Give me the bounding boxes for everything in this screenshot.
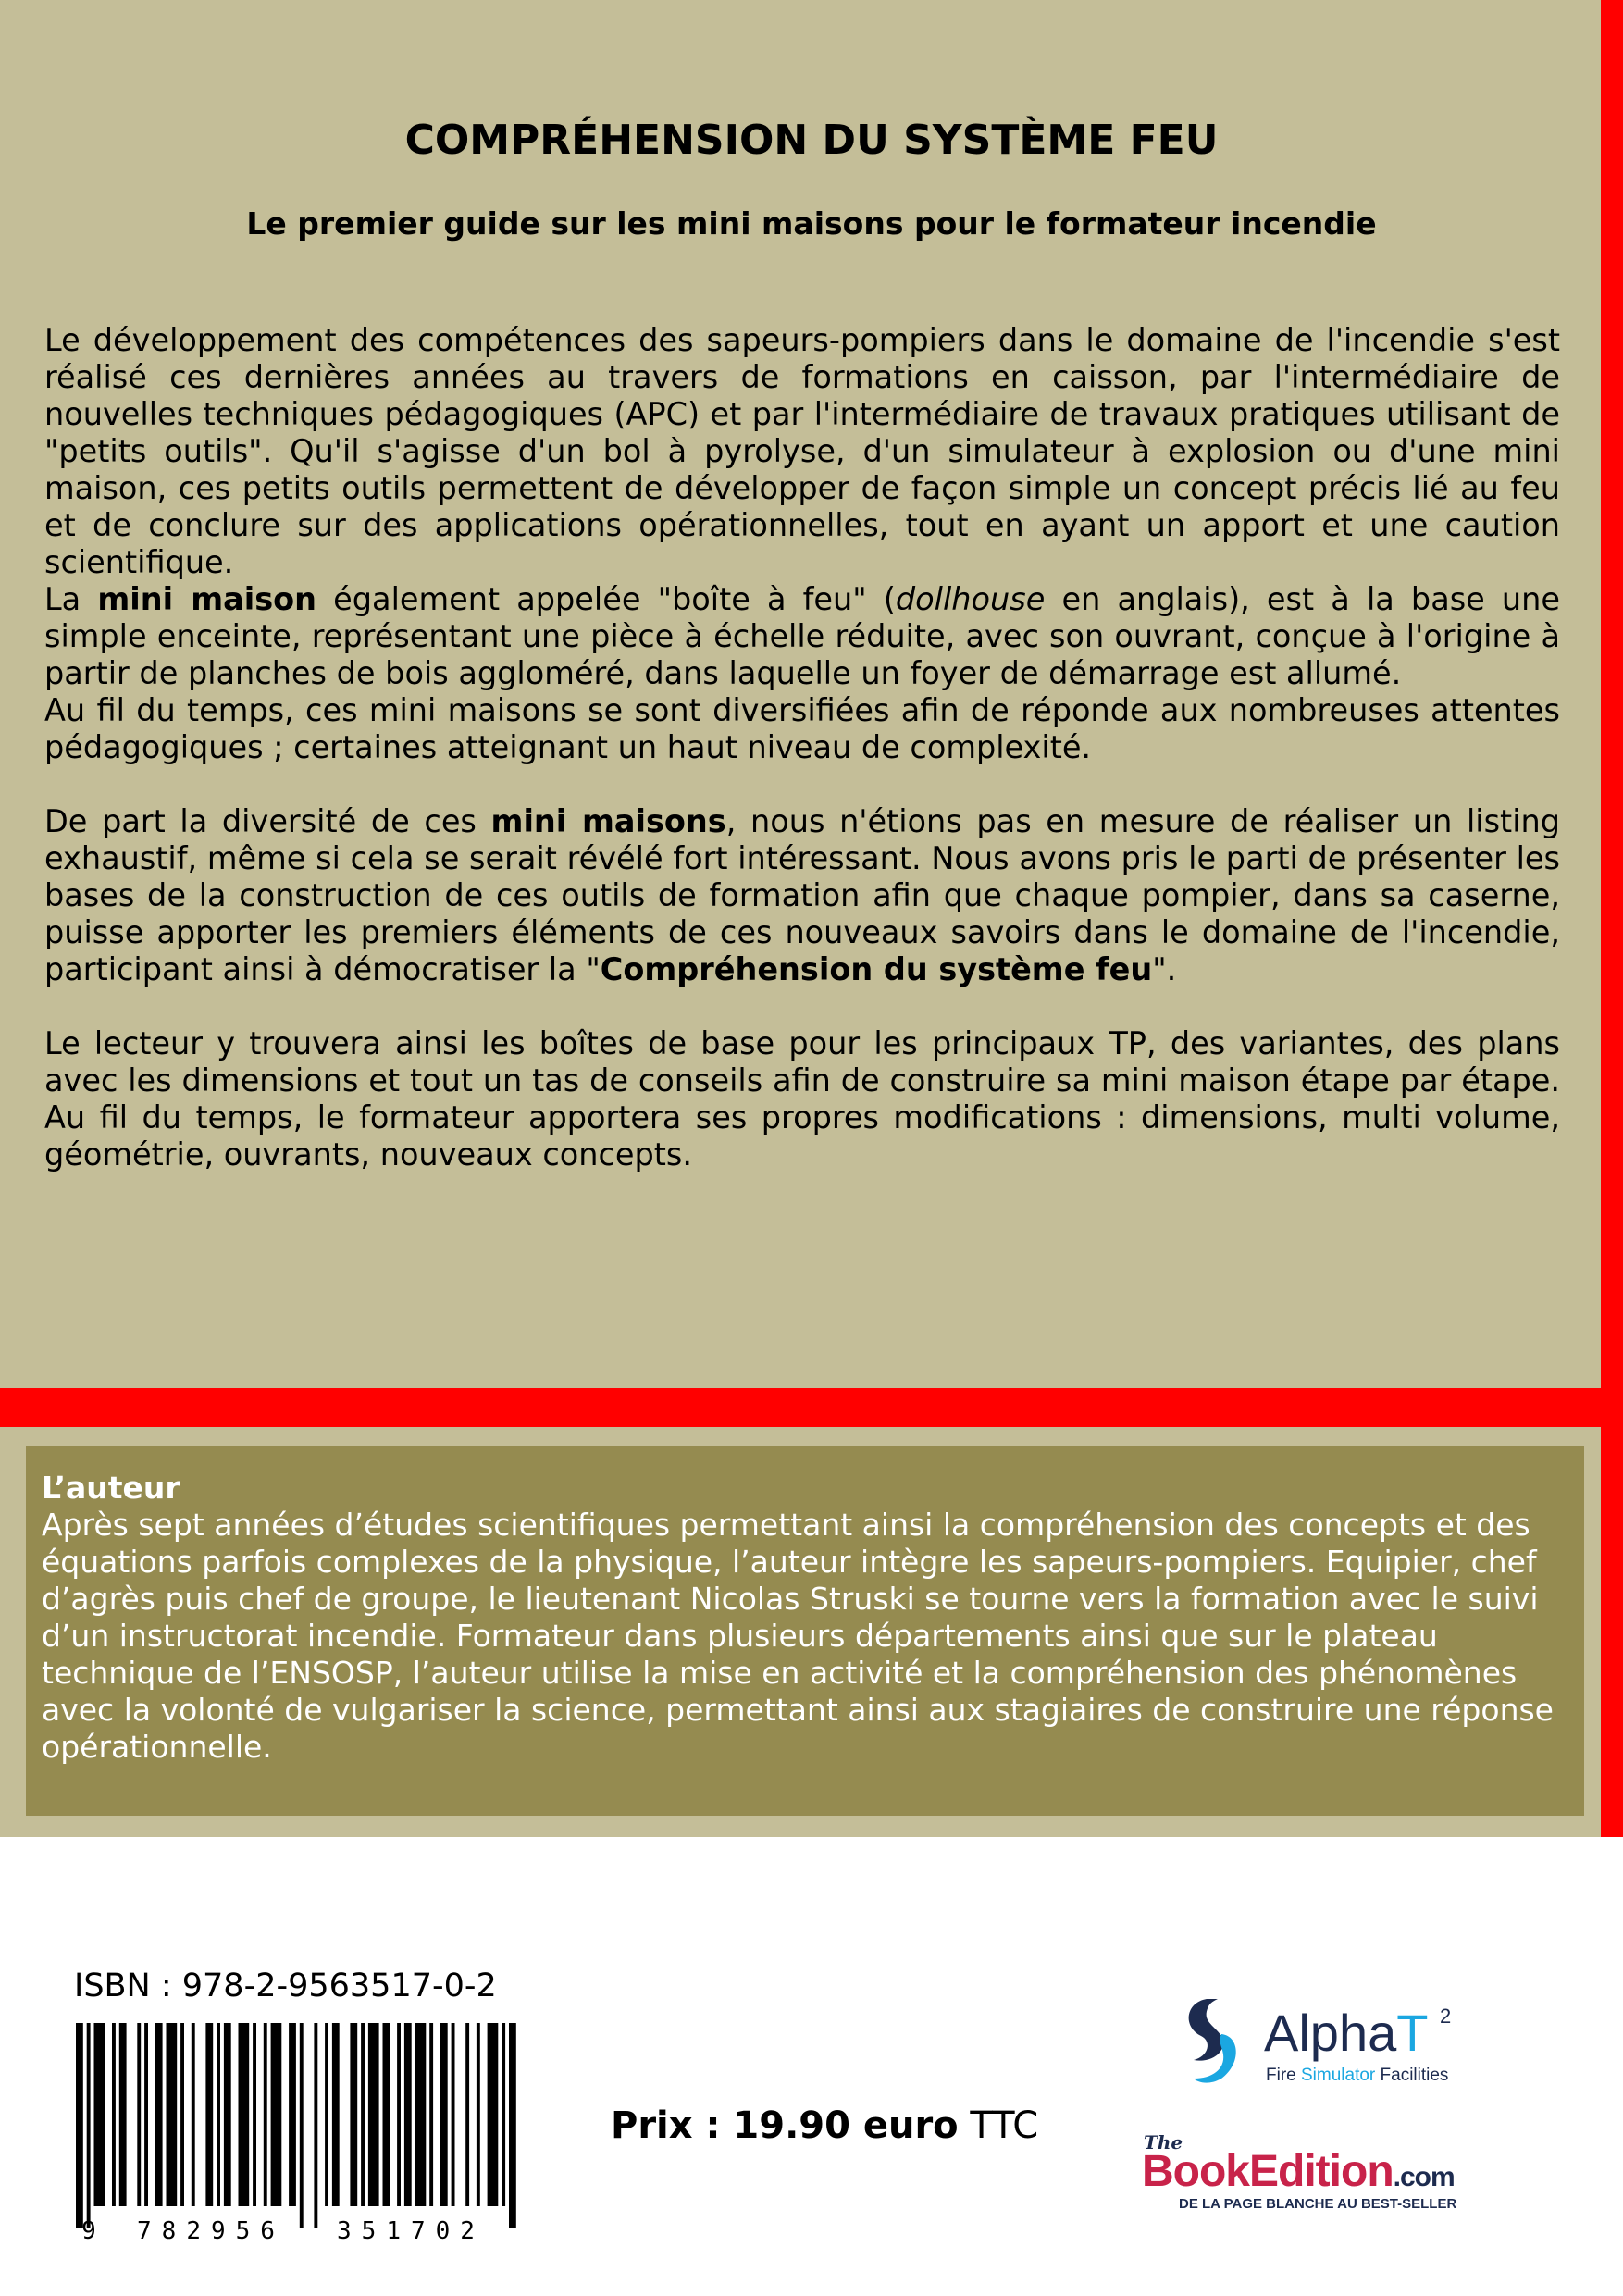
barcode-bar (332, 2023, 340, 2206)
back-cover-summary (44, 322, 1560, 1173)
summary-paragraph-2: La mini maison également appelée "boîte à feu" (dollhouse en anglais), est à la base une simple enceinte, représentant une pièce à échelle réduite, avec son ouvrant, conçue à l'origine à partir de planches de bois aggloméré, dans laquelle un foyer de démarrage est allumé. (44, 581, 1561, 691)
barcode-bar (192, 2023, 195, 2206)
barcode-bar (253, 2023, 256, 2206)
barcode-bar (383, 2023, 390, 2206)
book-subtitle: Le premier guide sur les mini maisons pour le formateur incendie (246, 205, 1377, 242)
barcode-bar (440, 2023, 448, 2206)
red-divider-band (0, 1388, 1601, 1427)
alphat-swirl-icon (1189, 1999, 1223, 2061)
barcode-bar (325, 2023, 328, 2206)
barcode-bar (415, 2023, 427, 2206)
barcode-bar (300, 2023, 304, 2228)
barcode-bar (452, 2023, 455, 2206)
barcode-bar (264, 2023, 267, 2206)
barcode-digits-left: 782956 (137, 2217, 285, 2245)
barcode-bar (397, 2023, 401, 2206)
isbn-barcode (76, 2023, 520, 2245)
barcode-bar (144, 2023, 148, 2206)
barcode-bar (167, 2023, 178, 2206)
barcode-bar (224, 2023, 231, 2206)
svg-text:The: The (1144, 2131, 1183, 2153)
barcode-bar (112, 2023, 116, 2206)
barcode-bar (271, 2023, 282, 2206)
barcode-bar (368, 2023, 379, 2206)
barcode-bar (502, 2023, 505, 2206)
barcode-bar (94, 2023, 105, 2206)
barcode-bar (87, 2023, 91, 2228)
barcode-bar (205, 2023, 213, 2206)
barcode-bar (217, 2023, 220, 2206)
svg-text:AlphaT: AlphaT (1264, 2004, 1429, 2062)
alphat-logo (1181, 1990, 1477, 2091)
summary-paragraph-4: De part la diversité de ces mini maisons, nous n'étions pas en mesure de réaliser un listing exhaustif, même si cela se serait révélé fort intéressant. Nous avons pris le parti de présenter les bases de la construction de ces outils de formation afin que chaque pompier, dans sa caserne, puisse apporter les premiers éléments de ces nouveaux savoirs dans le domaine de l'incendie, participant ainsi à démocratiser la "Compréhension du système feu". (44, 803, 1560, 987)
summary-paragraph-5: Le lecteur y trouvera ainsi les boîtes de base pour les principaux TP, des variantes, des plans avec les dimensions et tout un tas de conseils afin de construire sa mini maison étape par étape. Au fil du temps, le formateur apportera ses propres modifications : dimensions, multi volume, géométrie, ouvrants, nouveaux concepts. (44, 1025, 1560, 1173)
barcode-digits-right: 351702 (337, 2217, 485, 2245)
svg-text:DE LA PAGE BLANCHE AU BEST-SEL: DE LA PAGE BLANCHE AU BEST-SELLER (1179, 2196, 1457, 2212)
summary-paragraph-3: Au fil du temps, ces mini maisons se sont diversifiées afin de réponde aux nombreuses attentes pédagogiques ; certaines atteignant un haut niveau de complexité. (44, 692, 1560, 765)
barcode-bar (465, 2023, 469, 2206)
barcode-bar (404, 2023, 412, 2206)
barcode-bar (429, 2023, 433, 2206)
barcode-bar (119, 2023, 127, 2206)
barcode-bar (314, 2023, 317, 2228)
barcode-bar (239, 2023, 250, 2206)
barcode-bar (509, 2023, 516, 2228)
red-side-stripe (1601, 0, 1623, 1837)
barcode-digit-first: 9 (81, 2217, 96, 2245)
bookedition-logo (1140, 2130, 1492, 2214)
barcode-bars (76, 2023, 516, 2228)
summary-paragraph-1: Le développement des compétences des sapeurs-pompiers dans le domaine de l'incendie s'est réalisé ces dernières années au travers de formations en caisson, par l'intermédiaire de nouvelles techniques pédagogiques (APC) et par l'intermédiaire de travaux pratiques utilisant de "petits outils". Qu'il s'agisse d'un bol à pyrolyse, d'un simulateur à explosion ou d'une mini maison, ces petits outils permettent de développer de façon simple un concept précis lié au feu et de conclure sur des applications opérationnelles, tout en ayant un apport et une caution scientifique. (44, 322, 1560, 580)
barcode-bar (155, 2023, 163, 2206)
book-title: COMPRÉHENSION DU SYSTÈME FEU (404, 117, 1219, 164)
author-bio-box (26, 1446, 1584, 1816)
barcode-bar (180, 2023, 184, 2206)
svg-text:2: 2 (1440, 2004, 1452, 2028)
isbn-label: ISBN : 978-2-9563517-0-2 (74, 1967, 497, 2004)
author-bio-text: Après sept années d’études scientifiques permettant ainsi la compréhension des concepts et des équations parfois complexes de la physique, l’auteur intègre les sapeurs-pompiers. Equipier, chef d’agrès puis chef de groupe, le lieutenant Nicolas Struski se tourne vers la formation avec le suivi d’un instructorat incendie. Formateur dans plusieurs départements ainsi que sur le plateau technique de l’ENSOSP, l’auteur utilise la mise en activité et la compréhension des phénomènes avec la volonté de vulgariser la science, permettant ainsi aux stagiaires de construire une réponse opérationnelle. (42, 1507, 1554, 1765)
barcode-bar (361, 2023, 365, 2206)
barcode-bar (289, 2023, 296, 2206)
svg-text:Fire Simulator Facilities: Fire Simulator Facilities (1266, 2066, 1449, 2085)
barcode-bar (488, 2023, 499, 2206)
barcode-bar (350, 2023, 357, 2206)
author-heading: L’auteur (42, 1470, 180, 1506)
barcode-bar (477, 2023, 480, 2206)
barcode-bar (76, 2023, 83, 2228)
svg-text:BookEdition.com: BookEdition.com (1142, 2147, 1455, 2196)
barcode-bar (137, 2023, 141, 2206)
price-label: Prix : 19.90 euro TTC (611, 2104, 1039, 2147)
